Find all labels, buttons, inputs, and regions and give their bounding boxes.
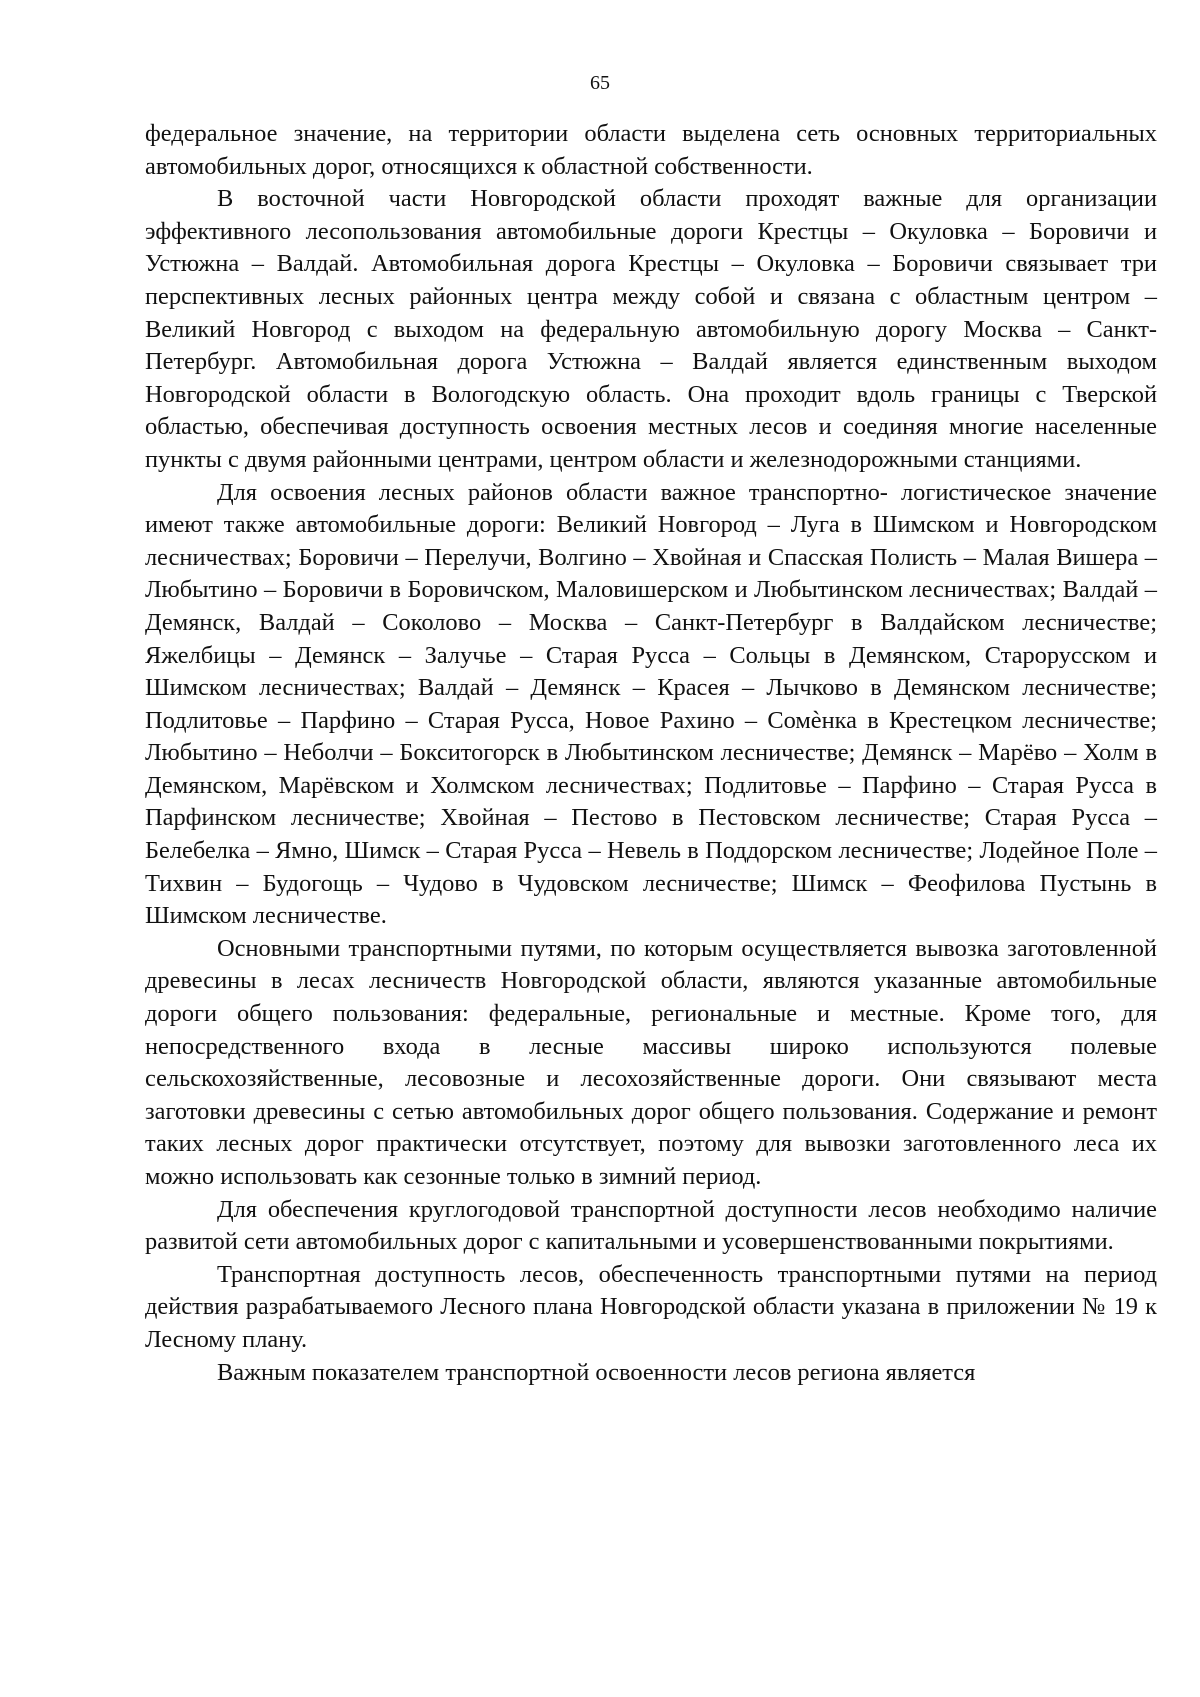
document-body [145, 118, 1157, 1389]
page-number: 65 [590, 72, 610, 94]
paragraph-logistic-roads: Для освоения лесных районов области важное транспортно- логистическое значение имеют также автомобильные дороги: Великий Новгород – Луга в Шимском и Новгородском лесничествах; Боровичи – Перелучи, Волгино – Хвойная и Спасская Полисть – Малая Вишера – Любытино – Боровичи в Боровичском, Маловишерском и Любытинском лесничествах; Валдай – Демянск, Валдай – Соколово – Москва – Санкт-Петербург в Валдайском лесничестве; Яжелбицы – Демянск – Залучье – Старая Русса – Сольцы в Демянском, Старорусском и Шимском лесничествах; Валдай – Демянск – Красея – Лычково в Демянском лесничестве; Подлитовье – Парфино – Старая Русса, Новое Рахино – Сомѐнка в Крестецком лесничестве; Любытино – Неболчи – Бокситогорск в Любытинском лесничестве; Демянск – Марёво – Холм в Демянском, Марёвском и Холмском лесничествах; Подлитовье – Парфино – Старая Русса в Парфинском лесничестве; Хвойная – Пестово в Пестовском лесничестве; Старая Русса – Белебелка – Ямно, Шимск – Старая Русса – Невель в Поддорском лесничестве; Лодейное Поле – Тихвин – Будогощь – Чудово в Чудовском лесничестве; Шимск – Феофилова Пустынь в Шимском лесничестве. [145, 478, 1157, 930]
paragraph-transport-availability: Транспортная доступность лесов, обеспеченность транспортными путями на период действия разрабатываемого Лесного плана Новгородской области указана в приложении № 19 к Лесному плану. [145, 1260, 1157, 1353]
paragraph-continuation: федеральное значение, на территории области выделена сеть основных территориальных автомобильных дорог, относящихся к областной собственности. [145, 120, 1157, 180]
paragraph-year-round-access: Для обеспечения круглогодовой транспортной доступности лесов необходимо наличие развитой сети автомобильных дорог с капитальными и усовершенствованными покрытиями. [145, 1195, 1157, 1256]
paragraph-eastern-roads: В восточной части Новгородской области проходят важные для организации эффективного лесопользования автомобильные дороги Крестцы – Окуловка – Боровичи и Устюжна – Валдай. Автомобильная дорога Крестцы – Окуловка – Боровичи связывает три перспективных лесных районных центра между собой и связана с областным центром – Великий Новгород с выходом на федеральную автомобильную дорогу Москва – Санкт-Петербург. Автомобильная дорога Устюжна – Валдай является единственным выходом Новгородской области в Вологодскую область. Она проходит вдоль границы с Тверской областью, обеспечивая доступность освоения местных лесов и соединяя многие населенные пункты с двумя районными центрами, центром области и железнодорожными станциями. [145, 185, 1157, 473]
paragraph-main-transport-routes: Основными транспортными путями, по которым осуществляется вывозка заготовленной древесины в лесах лесничеств Новгородской области, являются указанные автомобильные дороги общего пользования: федеральные, региональные и местные. Кроме того, для непосредственного входа в лесные массивы широко используются полевые сельскохозяйственные, лесовозные и лесохозяйственные дороги. Они связывают места заготовки древесины с сетью автомобильных дорог общего пользования. Содержание и ремонт таких лесных дорог практически отсутствует, поэтому для вывозки заготовленного леса их можно использовать как сезонные только в зимний период. [145, 934, 1157, 1190]
paragraph-important-indicator: Важным показателем транспортной освоенности лесов региона является [217, 1358, 976, 1386]
